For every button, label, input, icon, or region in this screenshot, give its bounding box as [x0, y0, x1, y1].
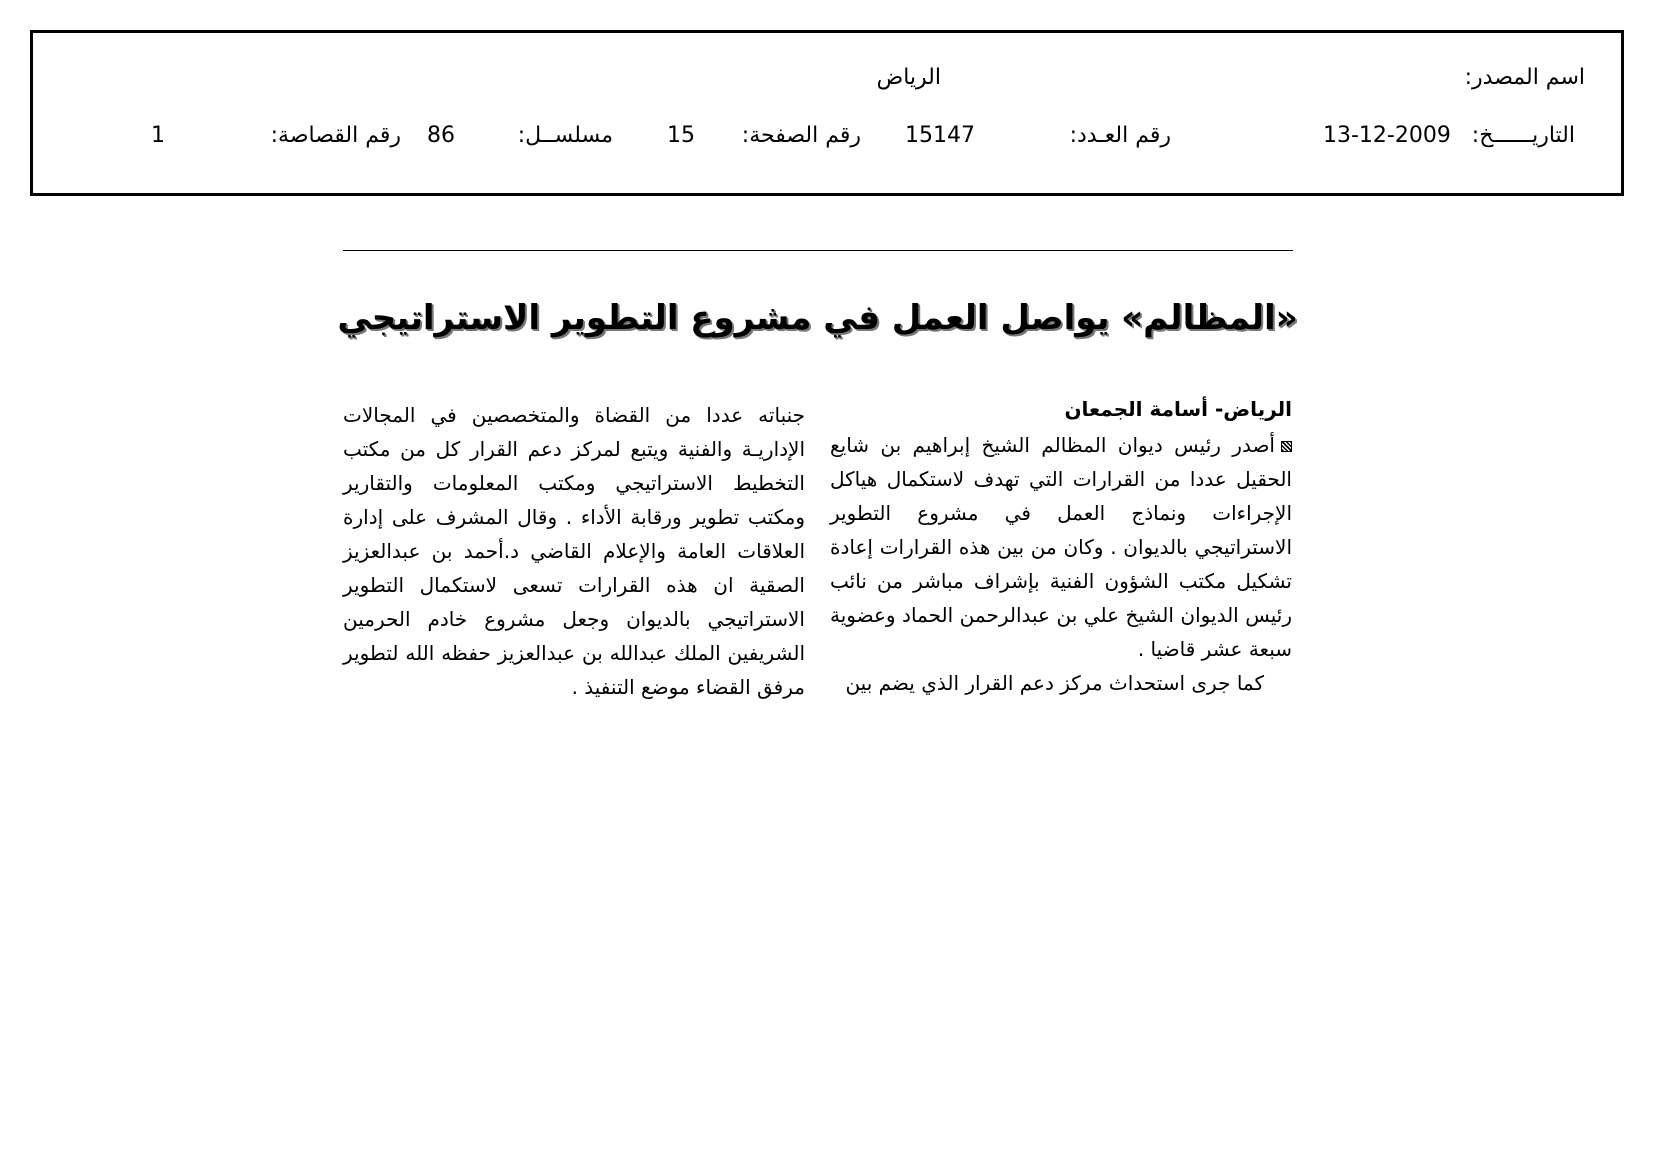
clipping-header-box: [30, 30, 1624, 196]
page-value: 15: [667, 123, 695, 148]
clip-value: 1: [151, 123, 165, 148]
date-label: التاريــــــخ:: [1471, 123, 1575, 148]
article-column-left: [343, 398, 805, 704]
serial-label: مسلســل:: [517, 123, 613, 148]
article-headline: «المظالم» يواصل العمل في مشروع التطوير الاستراتيجي: [337, 298, 1298, 338]
article-paragraph-3: جنباته عددا من القضاة والمتخصصين في المجالات الإداريـة والفنية ويتبع لمركز دعم القرار كل من مكتب التخطيط الاستراتيجي ومكتب المعلومات والتقارير ومكتب تطوير ورقابة الأداء . وقال المشرف على إدارة العلاقات العامة والإعلام القاضي د.أحمد بن عبدالعزيز الصقية ان هذه القرارات تسعى لاستكمال التطوير الاستراتيجي بالديوان وجعل مشروع خادم الحرمين الشريفين الملك عبدالله بن عبدالعزيز حفظه الله لتطوير مرفق القضاء موضع التنفيذ .: [343, 403, 805, 699]
article-paragraph-1: [830, 428, 1292, 666]
page-label: رقم الصفحة:: [741, 123, 861, 148]
article-column-right: [830, 392, 1292, 700]
issue-label: رقم العـدد:: [1069, 123, 1171, 148]
date-value: 13-12-2009: [1323, 123, 1451, 148]
article-paragraph-2: كما جرى استحداث مركز دعم القرار الذي يضم بين: [845, 671, 1264, 695]
source-value: الرياض: [876, 65, 941, 90]
serial-value: 86: [427, 123, 455, 148]
square-bullet-icon: [1281, 441, 1292, 452]
source-label: اسم المصدر:: [1464, 65, 1585, 90]
article-paragraph-1-text: أصدر رئيس ديوان المظالم الشيخ إبراهيم بن شايع الحقيل عددا من القرارات التي تهدف لاستكمال هياكل الإجراءات ونماذج العمل في مشروع التطوير الاستراتيجي بالديوان . وكان من بين هذه القرارات إعادة تشكيل مكتب الشؤون الفنية بإشراف مباشر من نائب رئيس الديوان الشيخ علي بن عبدالرحمن الحماد وعضوية سبعة عشر قاضيا .: [830, 433, 1292, 661]
article-byline: الرياض- أسامة الجمعان: [1064, 397, 1292, 421]
clip-label: رقم القصاصة:: [270, 123, 401, 148]
issue-value: 15147: [905, 123, 975, 148]
headline-rule: [343, 250, 1293, 251]
